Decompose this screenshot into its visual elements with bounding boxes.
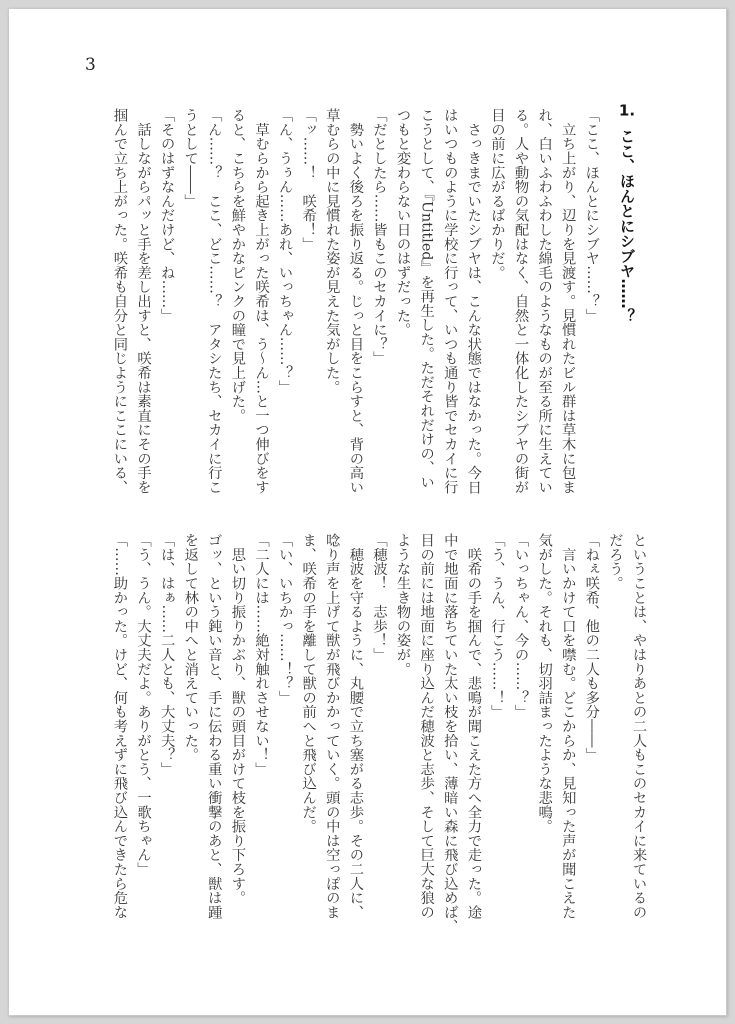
text-line: 咲希の手を掴んで、悲鳴が聞こえた方へ全力で走った。途 xyxy=(465,533,482,920)
text-line: 「ねぇ咲希、他の二人も多分――」 xyxy=(583,533,600,762)
text-line: 「う、うん。大丈夫だよ。ありがとう、一歌ちゃん」 xyxy=(135,533,152,877)
text-line: さっきまでいたシブヤは、こんな状態ではなかった。今日 xyxy=(465,108,482,495)
text-line: こうとして、『Untitled』を再生した。ただそれだけの、い xyxy=(418,108,435,490)
text-line: 「ここ、ほんとにシブヤ……？」 xyxy=(583,108,600,323)
text-line: る。人や動物の気配はなく、自然と一体化したシブヤの街が xyxy=(513,108,530,495)
text-line: ゴッ、という鈍い音と、手に伝わる重い衝撃のあと、獣は踵 xyxy=(206,533,223,920)
text-line: 草むらから起き上がった咲希は、う〜ん…と一つ伸びをす xyxy=(253,108,270,495)
text-line: を返して林の中へと消えていった。 xyxy=(182,533,199,762)
text-line: 言いかけて口を噤む。どこからか、見知った声が聞こえた xyxy=(560,533,577,920)
text-line: 勢いよく後ろを振り返る。じっと目をこらすと、背の高い xyxy=(347,108,364,495)
text-line: 「二人には……絶対触れさせない！」 xyxy=(253,533,270,777)
text-line: ような生き物の姿が。 xyxy=(395,533,412,676)
text-line: 思い切り振りかぶり、獣の頭目がけて枝を振り下ろす。 xyxy=(229,533,246,905)
chapter-title: ここ、ほんとにシブヤ……？ xyxy=(618,128,636,324)
chapter-number: 1. xyxy=(618,103,636,118)
text-line: 「いっちゃん、今の……？」 xyxy=(513,533,530,719)
text-line: 「ん……？ ここ、どこ……？ アタシたち、セカイに行こ xyxy=(206,108,223,495)
text-line: つもと変わらない日のはずだった。 xyxy=(395,108,412,337)
chapter-heading xyxy=(603,103,650,495)
text-line: 「……助かった。けど、何も考えずに飛び込んできたら危な xyxy=(111,533,128,920)
document-page xyxy=(8,8,727,1016)
text-line: 目の前には地面に座り込んだ穂波と志歩、そして巨大な狼の xyxy=(418,533,435,920)
text-line: 「う、うん、行こう……！」 xyxy=(489,533,506,719)
lower-tier xyxy=(107,533,650,934)
text-line: 話しながらパッと手を差し出すと、咲希は素直にその手を xyxy=(135,108,152,495)
text-line: 中で地面に落ちていた太い枝を拾い、薄暗い森に飛び込めば、 xyxy=(442,533,459,934)
text-line: だろう。 xyxy=(607,533,624,591)
text-line: 気がした。それも、切羽詰まったような悲鳴。 xyxy=(536,533,553,834)
text-line: 唸り声を上げて獣が飛びかかっていく。頭の中は空っぽのま xyxy=(324,533,341,920)
text-line: ると、こちらを鮮やかなピンクの瞳で見上げた。 xyxy=(229,108,246,423)
text-line: れ、白いふわふわした綿毛のようなものが至る所に生えてい xyxy=(536,108,553,495)
text-line: 「ッ……！ 咲希！」 xyxy=(300,108,317,251)
text-line: ま、咲希の手を離して獣の前へと飛び込んだ。 xyxy=(300,533,317,834)
text-line: 「い、いちかっ……！？」 xyxy=(277,533,294,705)
text-line: 「だとしたら……皆もこのセカイに？」 xyxy=(371,108,388,366)
text-line: 掴んで立ち上がった。咲希も自分と同じようにここにいる、 xyxy=(111,108,128,495)
text-line: うとして――」 xyxy=(182,108,199,209)
text-line: はいつものように学校に行って、いつも通り皆でセカイに行 xyxy=(442,108,459,495)
text-line: 草むらの中に見慣れた姿が見えた気がした。 xyxy=(324,108,341,394)
text-line: 「そのはずなんだけど、ね……」 xyxy=(159,108,176,323)
text-line: 「は、はぁ……二人とも、大丈夫？」 xyxy=(159,533,176,777)
text-line: 穂波を守るように、丸腰で立ち塞がる志歩。その二人に、 xyxy=(347,533,364,920)
text-line: 「ん、うぅん……あれ、いっちゃん……？」 xyxy=(277,108,294,394)
text-line: ということは、やはりあとの二人もこのセカイに来ているの xyxy=(631,533,647,920)
upper-tier xyxy=(107,103,650,500)
page-number: 3 xyxy=(85,55,96,75)
text-line: 「穂波！ 志歩！」 xyxy=(371,533,388,662)
text-line: 立ち上がり、辺りを見渡す。見慣れたビル群は草木に包ま xyxy=(560,108,577,495)
text-line: 目の前に広がるばかりだ。 xyxy=(489,108,506,280)
